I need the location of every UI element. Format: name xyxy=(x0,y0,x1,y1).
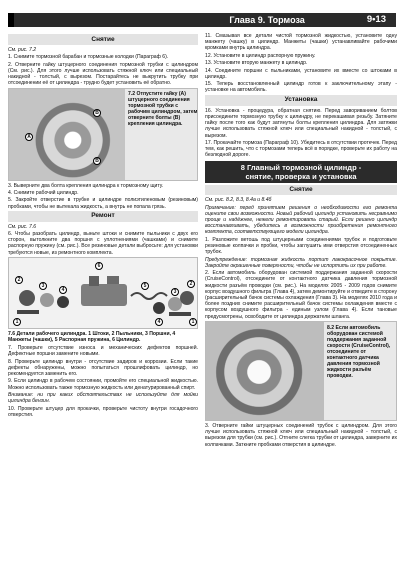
paragraph: 14. Соедините поршни с пыльниками, установите их вместе со штоками в цилиндр. xyxy=(205,67,397,80)
figure-reference: См. рис. 7.6 xyxy=(8,223,37,230)
label-4-right: 4 xyxy=(155,318,163,326)
paragraph: 3. Выверните два болта крепления цилиндра к тормозному щиту. xyxy=(8,182,164,189)
label-2-right: 2 xyxy=(187,280,195,288)
label-3-right: 3 xyxy=(171,288,179,296)
figure-7-2 xyxy=(8,88,198,181)
label-6: 6 xyxy=(95,262,103,270)
figure-8-2 xyxy=(205,321,397,421)
paragraph: 15. Теперь восстановленный цилиндр готов к заключительному этапу - установке на автомобиль. xyxy=(205,81,397,94)
paragraph: 4. Снимите рабочий цилиндр. xyxy=(8,189,79,196)
paragraph: 16. Установка - процедура, обратная снятию. Перед завориванием болтов присоедините тормозную трубку к цилиндру, не перекашивая резьбу. Затяните гайку после того как будут затянуты болты крепления цилиндра. Для затяжки лучше использовать стяжной ключ или специальный накидной - толстый, с вырезом. xyxy=(205,107,397,139)
paragraph: 17. Прокачайте тормоза (Параграф 10). Убедитесь в отсутствии протечек. Перед тем, как решить, что с тормозами теперь всё в порядке, проверьте их работу на безлюдной дороге. xyxy=(205,139,397,159)
section-title-removal: Снятие xyxy=(8,34,198,45)
label-b-top: B xyxy=(93,109,101,117)
label-4-left: 4 xyxy=(59,286,67,294)
cylinder-parts-illustration xyxy=(9,258,198,329)
section-title-installation: Установка xyxy=(205,95,397,106)
paragraph: 1. Разложите ветошь под штуцерными соединениями трубок и подготовьте резиновые колпачки и пробки, чтобы заглушить ими отверстия отсоединенных трубок. xyxy=(205,236,397,256)
figure-reference: См. рис. 7.2 xyxy=(8,46,37,53)
page-number: 9•13 xyxy=(366,14,386,26)
paragraph: 2. Отверните гайку штуцерного соединения тормозной трубки с цилиндром (См. рис.). Для этого лучше использовать стяжной ключ или специальный накидной - толстый, с вырезом. Постарайтесь не выкрутить трубку при отсоединении её от цилиндра - трудно будет установить её обратно. xyxy=(8,61,198,87)
paragraph: 7. Проверьте отсутствие износа и механических дефектов поршней. Дефектные поршни замените новыми. xyxy=(8,345,198,358)
label-2-left: 2 xyxy=(15,276,23,284)
label-a: A xyxy=(25,133,33,141)
figure-reference: См. рис. 8.2, 8.3, 8.4а и 8.4б xyxy=(205,197,272,204)
paragraph: 12. Установите в цилиндр распорную пружину. xyxy=(205,52,316,59)
section-title-removal: Снятие xyxy=(205,185,397,196)
paragraph: 9. Если цилиндр в рабочем состоянии, промойте его специальной жидкостью. Можно использовать также тормозную жидкость или денатурированный спирт. xyxy=(8,378,198,391)
paragraph: 10. Проверьте штуцер для прокачки, проверьте чистоту внутри госадочного отверстия. xyxy=(8,405,198,418)
paragraph: 5. Закройте отверстие в трубке и цилиндре полиэтиленовым (резиновым) пробками, чтобы не вытекала жидкость, а внутрь не попала грязь. xyxy=(8,197,198,210)
paragraph: 1. Снимите тормозной барабан и тормозные колодки (Параграф 6). xyxy=(8,54,169,61)
label-3-left: 3 xyxy=(39,282,47,290)
label-1-left: 1 xyxy=(13,318,21,326)
left-column xyxy=(8,33,198,419)
right-column xyxy=(205,33,397,449)
paragraph: 3. Отверните гайки штуцерных соединений трубок с цилиндром. Для этого лучше использовать стяжной ключ или специальный накидной - толстый, с вырезом для трубки (см. рис.). Отгните слегка трубки от цилиндра, заверните их колпачками. Заткните пробками отверстия в цилиндре. xyxy=(205,423,397,448)
paragraph: 2. Если автомобиль оборудован системой поддержания заданной скорости (CruiseControl), отсоедините от контактного датчика давления тормозной жидкости разъём проводки (см. рис.). На моделях 2005 - 2009 годов снимите корпус воздушного фильтра (Глава 4), затем демонтируйте и отведите в сторону (расширительный бачок системы охлаждения (Глава 3). На моделях 2010 года и более поздних снимите расширительный бачок системы охлаждения вместе с корпусом воздушного фильтра - единым узлом (Глава 4). Если тановые предусмотрены, освободите от цилиндра держатели шланга. xyxy=(205,270,397,320)
figure-caption: 8.2 Если автомобиль оборудован системой поддержания заданной скорости (CruiseControl), отсоедините от контактного датчика давления тормозной жидкости разъём проводки. xyxy=(327,325,391,380)
warning-note: Внимание: ни при каких обстоятельствах не используйте для мойки цилиндра бензин. xyxy=(8,392,198,405)
figure-photo xyxy=(206,322,324,421)
section-8-title-line1: 8 Главный тормозной цилиндр - xyxy=(240,162,362,172)
section-8-title-line2: снятие, проверка и установка xyxy=(245,171,357,181)
figure-7-6 xyxy=(8,257,198,329)
label-5: 5 xyxy=(141,282,149,290)
paragraph: 8. Проверьте цилиндр внутри - отсутствие задиров и коррозии. Если такие дефекты обнаружены, можно попытаться прошлифовать цилиндр, но рекомендуется заменить его. xyxy=(8,358,198,378)
warning-note: Предупреждение: тормозная жидкость портит лакокрасочное покрытие. Закройте окрашенные поверхности, чтобы не испортить их при работе. xyxy=(205,256,397,269)
label-1-right: 1 xyxy=(189,318,197,326)
section-8-heading xyxy=(205,161,397,183)
figure-caption: 7.6 Детали рабочего цилиндра. 1 Штоки, 2 Пыльники, 3 Поршни, 4 Манжеты (чашки), 5 Распорная пружина, 6 Цилиндр. xyxy=(8,331,176,344)
note: Примечание: перед принятием решения о необходимости его ремонта оцените свои возможности. Новый рабочий цилиндр установить несравнимо проще и надёжнее, нежели ремонтировать старый. Если решено цилиндр восстанавливать, убедитесь в возможности приобретения ремонтного комплекта, соответствующего модели цилиндра. xyxy=(205,204,397,236)
paragraph: 6. Чтобы разобрать цилиндр, выньте штоки и снимите пыльники с двух его сторон, вытолкните два поршня с уплотнениями (чашками) и снимите распорную пружину (см. рис.). Все резиновые детали выбросьте: для установки требуются новые, из ремонтного комплекта. xyxy=(8,231,198,256)
label-b-bottom: B xyxy=(93,157,101,165)
page-header xyxy=(8,13,396,27)
section-title-repair: Ремонт xyxy=(8,211,198,222)
paragraph: 13. Установите вторую манжету в цилиндр. xyxy=(205,60,308,67)
paragraph: 11. Смазывая все детали чистой тормозной жидкостью, установите одну манжету (чашку) в цилиндр. Манжеты (чашки) устанавливайте рабочими кромками внутрь цилиндра. xyxy=(205,33,397,52)
chapter-title: Глава 9. Тормоза xyxy=(229,14,305,25)
figure-caption: 7.2 Отпустите гайку (А) штуцерного соединения тормозной трубки с рабочим цилиндром, затем отверните болты (B) крепления цилиндра. xyxy=(128,90,198,127)
